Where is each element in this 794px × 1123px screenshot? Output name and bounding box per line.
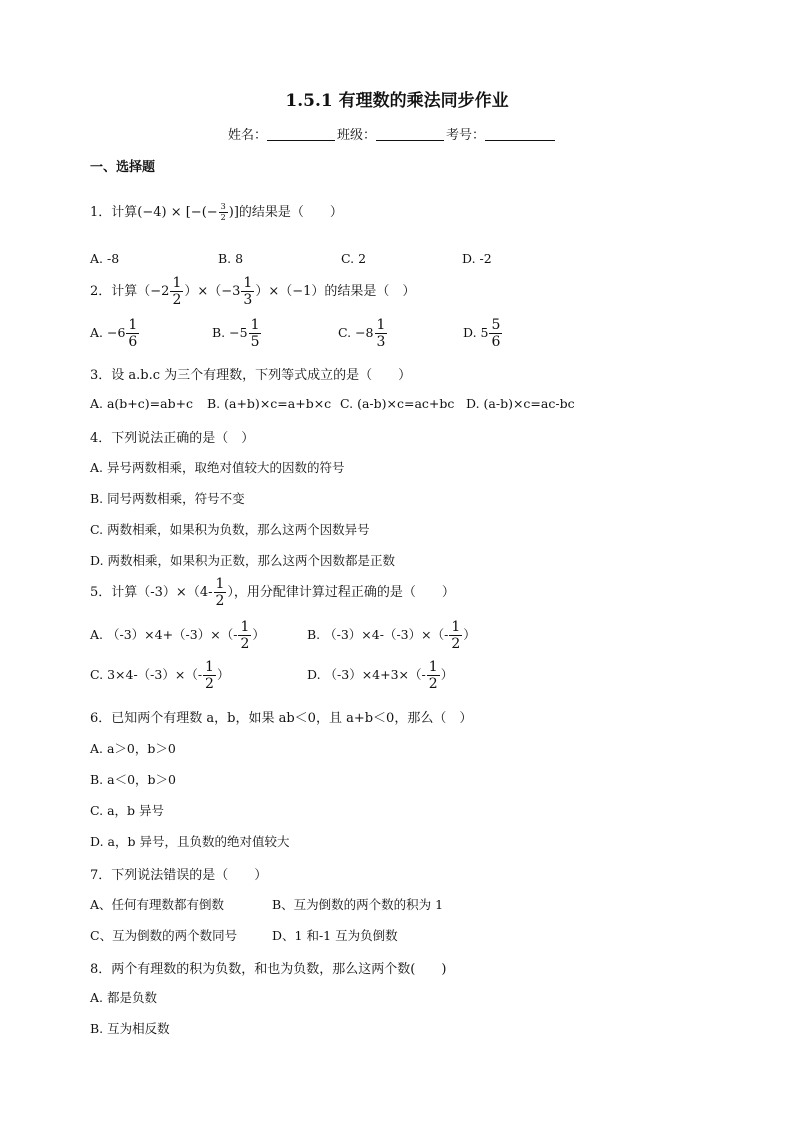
question-6-stem: 6．已知两个有理数 a，b，如果 ab＜0，且 a+b＜0，那么（ ） [90, 711, 473, 726]
question-1-option-d[interactable]: D. -2 [462, 251, 492, 266]
question-5-stem: 5．计算（-3）×（4- $\frac{1}{2}$ ），用分配律计算过程正确的是（ ） [90, 576, 455, 609]
question-4-option-c[interactable]: C. 两数相乘，如果积为负数，那么这两个因数异号 [90, 522, 370, 537]
fraction: $\frac{5}{6}$ [491, 317, 501, 350]
fraction: $\frac{1}{2}$ [205, 659, 214, 692]
question-6-option-d[interactable]: D. a，b 异号，且负数的绝对值较大 [90, 834, 290, 849]
question-5-option-a[interactable]: A. （-3）×4+（-3）×（- $\frac{1}{2}$ ） [90, 619, 265, 652]
name-label: 姓名： [228, 128, 268, 143]
fraction: $\frac{1}{2}$ [215, 576, 225, 609]
class-blank[interactable] [376, 126, 444, 141]
class-label: 班级： [337, 128, 377, 143]
fraction: $\frac{1}{3}$ [376, 317, 386, 350]
fraction: $\frac{1}{3}$ [243, 275, 253, 308]
section-heading: 一、选择题 [90, 160, 156, 175]
question-2-option-a[interactable]: A. −6 $\frac{1}{6}$ [90, 317, 138, 350]
exam-label: 考号： [446, 128, 486, 143]
question-7-option-c[interactable]: C、互为倒数的两个数同号 [90, 928, 238, 943]
question-4-stem: 4．下列说法正确的是（ ） [90, 431, 255, 446]
question-3-option-a[interactable]: A. a(b+c)=ab+c [90, 396, 194, 411]
question-1-option-a[interactable]: A. -8 [90, 251, 120, 266]
fraction: $\frac{1}{2}$ [428, 659, 438, 692]
question-2-option-c[interactable]: C. −8 $\frac{1}{3}$ [338, 317, 386, 350]
fraction: $\frac{1}{2}$ [451, 619, 461, 652]
fraction: $\frac{1}{5}$ [250, 317, 260, 350]
question-4-option-d[interactable]: D. 两数相乘，如果积为正数，那么这两个因数都是正数 [90, 553, 396, 568]
question-6-option-b[interactable]: B. a＜0，b＞0 [90, 772, 176, 787]
fraction: $\frac{1}{2}$ [172, 275, 182, 308]
question-2-option-d[interactable]: D. 5 $\frac{5}{6}$ [463, 317, 501, 350]
question-6-option-c[interactable]: C. a，b 异号 [90, 803, 164, 818]
question-8-stem: 8．两个有理数的积为负数，和也为负数，那么这两个数( ) [90, 962, 447, 977]
question-5-option-b[interactable]: B. （-3）×4-（-3）×（- $\frac{1}{2}$ ） [307, 619, 476, 652]
question-1-option-c[interactable]: C. 2 [341, 251, 367, 266]
question-6-option-a[interactable]: A. a＞0，b＞0 [90, 741, 176, 756]
question-3-option-d[interactable]: D. (a-b)×c=ac-bc [466, 396, 575, 411]
question-7-option-d[interactable]: D、1 和-1 互为负倒数 [272, 928, 398, 943]
question-7-stem: 7．下列说法错误的是（ ） [90, 868, 268, 883]
question-7-option-b[interactable]: B、互为倒数的两个数的积为 1 [272, 897, 444, 912]
question-8-option-b[interactable]: B. 互为相反数 [90, 1021, 170, 1036]
question-8-option-a[interactable]: A. 都是负数 [90, 990, 157, 1005]
question-1-stem: 1．计算(−4) × [−(− $\frac{3}{2}$ )]的结果是（ ） [90, 202, 343, 222]
question-2-option-b[interactable]: B. −5 $\frac{1}{5}$ [212, 317, 260, 350]
question-2-stem: 2．计算（−2 $\frac{1}{2}$ ）×（−3 $\frac{1}{3}$ ）×（−1）的结果是（ ） [90, 275, 416, 308]
question-4-option-b[interactable]: B. 同号两数相乘，符号不变 [90, 491, 245, 506]
fraction: $\frac{1}{6}$ [128, 317, 138, 350]
fraction: $\frac{3}{2}$ [220, 202, 226, 222]
name-blank[interactable] [267, 126, 335, 141]
question-3-option-b[interactable]: B. (a+b)×c=a+b×c [207, 396, 332, 411]
fraction: $\frac{1}{2}$ [240, 619, 250, 652]
question-3-option-c[interactable]: C. (a-b)×c=ac+bc [340, 396, 455, 411]
student-info [228, 124, 557, 143]
question-3-stem: 3．设 a.b.c 为三个有理数，下列等式成立的是（ ） [90, 368, 412, 383]
question-7-option-a[interactable]: A、任何有理数都有倒数 [90, 897, 225, 912]
question-4-option-a[interactable]: A. 异号两数相乘，取绝对值较大的因数的符号 [90, 460, 345, 475]
exam-blank[interactable] [485, 126, 555, 141]
question-1-option-b[interactable]: B. 8 [218, 251, 244, 266]
question-5-option-d[interactable]: D. （-3）×4+3×（- $\frac{1}{2}$ ） [307, 659, 454, 692]
page-title: 1.5.1 有理数的乘法同步作业 [285, 91, 509, 111]
question-5-option-c[interactable]: C. 3×4-（-3）×（- $\frac{1}{2}$ ） [90, 659, 230, 692]
